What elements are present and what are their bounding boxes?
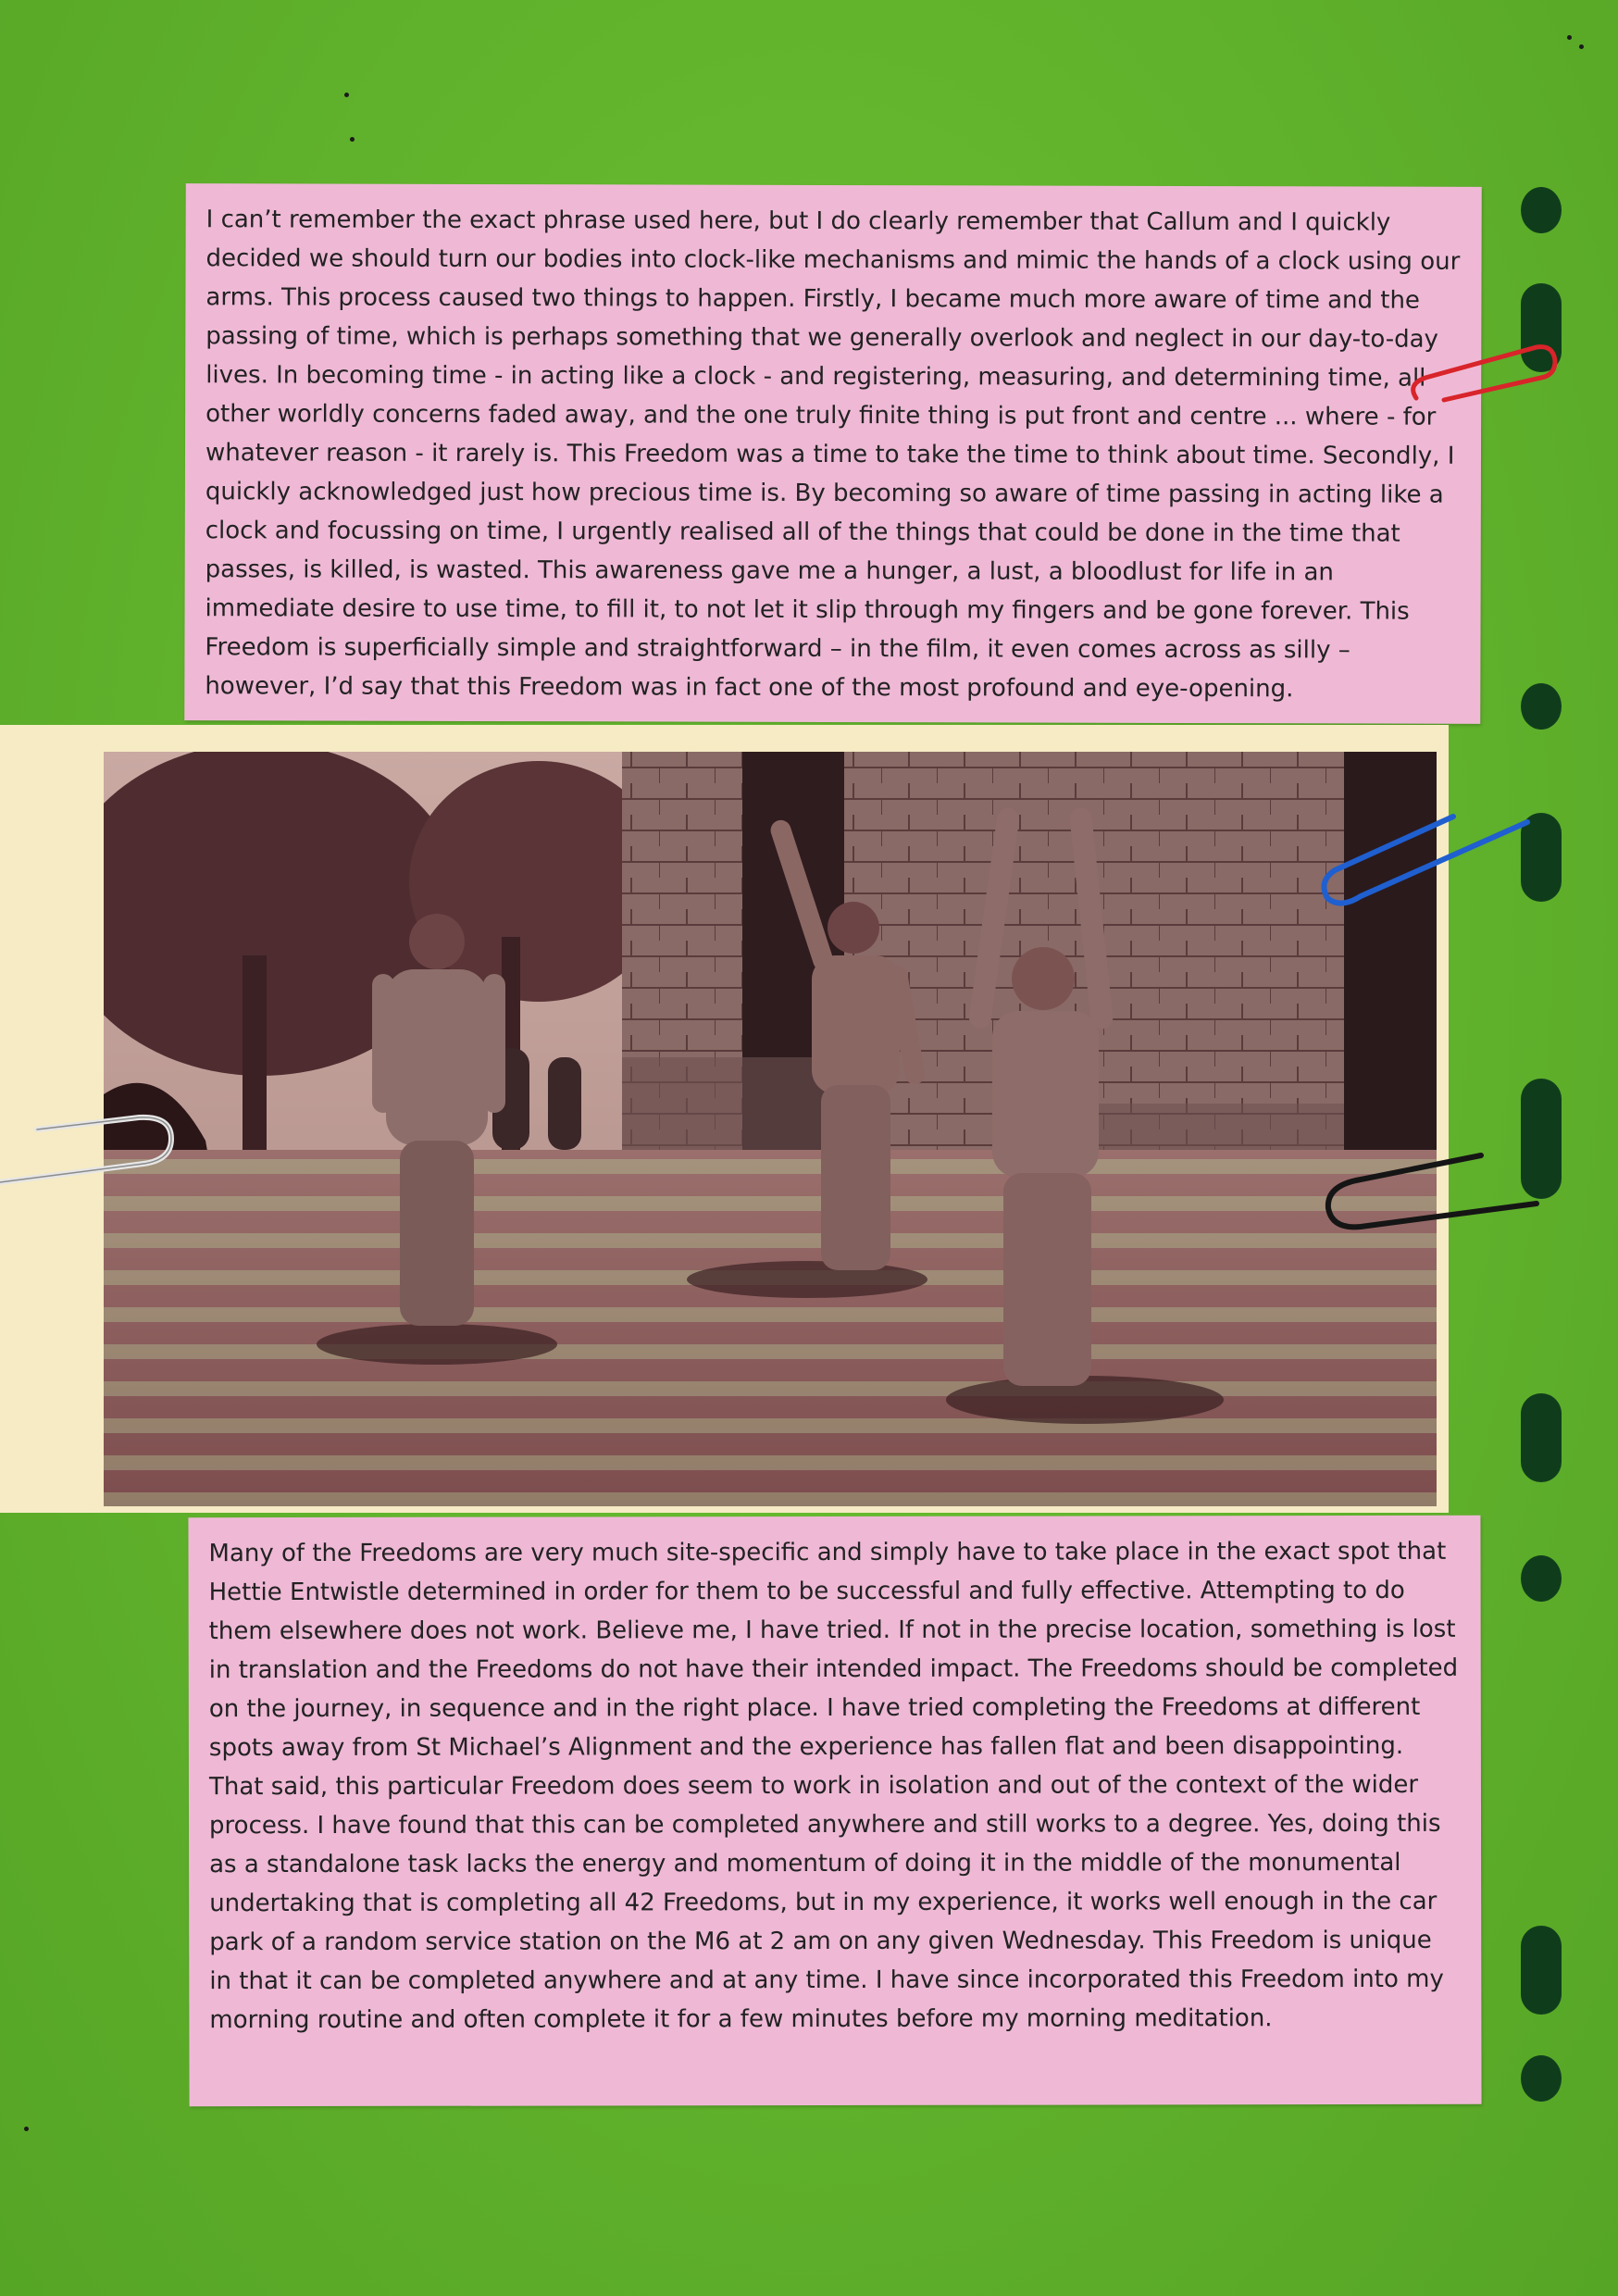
note-bottom-text: Many of the Freedoms are very much site-specific and simply have to take place in the exact spot that Hettie Entwistle determined in order for them to be successful and fully effective. Attempting to do them elsewhere does not work. Believe me, I have tried. If not in the precise location, something is lost in translation and the Freedoms do not have their intended impact. The Freedoms should be completed on the journey, in sequence and in the right place. I have tried completing the Freedoms at different spots away from St Michael’s Alignment and the experience has fallen flat and been disappointing. That said, this particular Freedom does seem to work in isolation and out of the context of the wider process. I have found that this can be completed anywhere and still works to a degree. Yes, doing this as a standalone task lacks the energy and momentum of doing it in the middle of the monumental undertaking that is completing all 42 Freedoms, but in my experience, it works well enough in the car park of a random service station on the M6 at 2 am on any given Wednesday. This Freedom is unique in that it can be completed anywhere and at any time. I have since incorporated this Freedom into my morning routine and often complete it for a few minutes before my morning meditation.: [208, 1537, 1459, 2035]
speck: [344, 93, 349, 97]
punch-hole: [1521, 187, 1562, 233]
punch-slot: [1521, 1926, 1562, 2015]
note-top: [184, 183, 1482, 724]
punch-hole: [1521, 1555, 1562, 1602]
note-bottom: [188, 1516, 1481, 2106]
speck: [1567, 35, 1572, 40]
punch-slot: [1521, 1393, 1562, 1482]
black-paper-clip-icon: [1319, 1148, 1560, 1250]
red-paper-clip-icon: [1407, 333, 1555, 417]
blue-paper-clip-icon: [1314, 805, 1537, 917]
speck: [1579, 44, 1584, 49]
churchyard-photo-icon: [104, 752, 1437, 1506]
note-top-text: I can’t remember the exact phrase used here, but I do clearly remember that Callum and I quickly decided we should turn our bodies into clock-like mechanisms and mimic the hands of a clock using our arms. This process caused two things to happen. Firstly, I became much more aware of time and the passing of time, which is perhaps something that we generally overlook and neglect in our day-to-day lives. In becoming time - in acting like a clock - and registering, measuring, and determining time, all other worldly concerns faded away, and the one truly finite thing is put front and centre ... where - for whatever reason - it rarely is. This Freedom was a time to take the time to think about time. Secondly, I quickly acknowledged just how precious time is. By becoming so aware of time passing in acting like a clock and focussing on time, I urgently realised all of the things that could be done in the time that passes, is killed, is wasted. This awareness gave me a hunger, a lust, a bloodlust for life in an immediate desire to use time, to fill it, to not let it slip through my fingers and be gone forever. This Freedom is superficially simple and straightforward – in the film, it even comes across as silly – however, I’d say that this Freedom was in fact one of the most profound and eye-opening.: [205, 206, 1461, 704]
silver-paper-clip-icon: [0, 1106, 185, 1190]
punch-hole: [1521, 683, 1562, 730]
speck: [24, 2127, 29, 2131]
speck: [350, 137, 355, 142]
punch-hole: [1521, 2055, 1562, 2102]
